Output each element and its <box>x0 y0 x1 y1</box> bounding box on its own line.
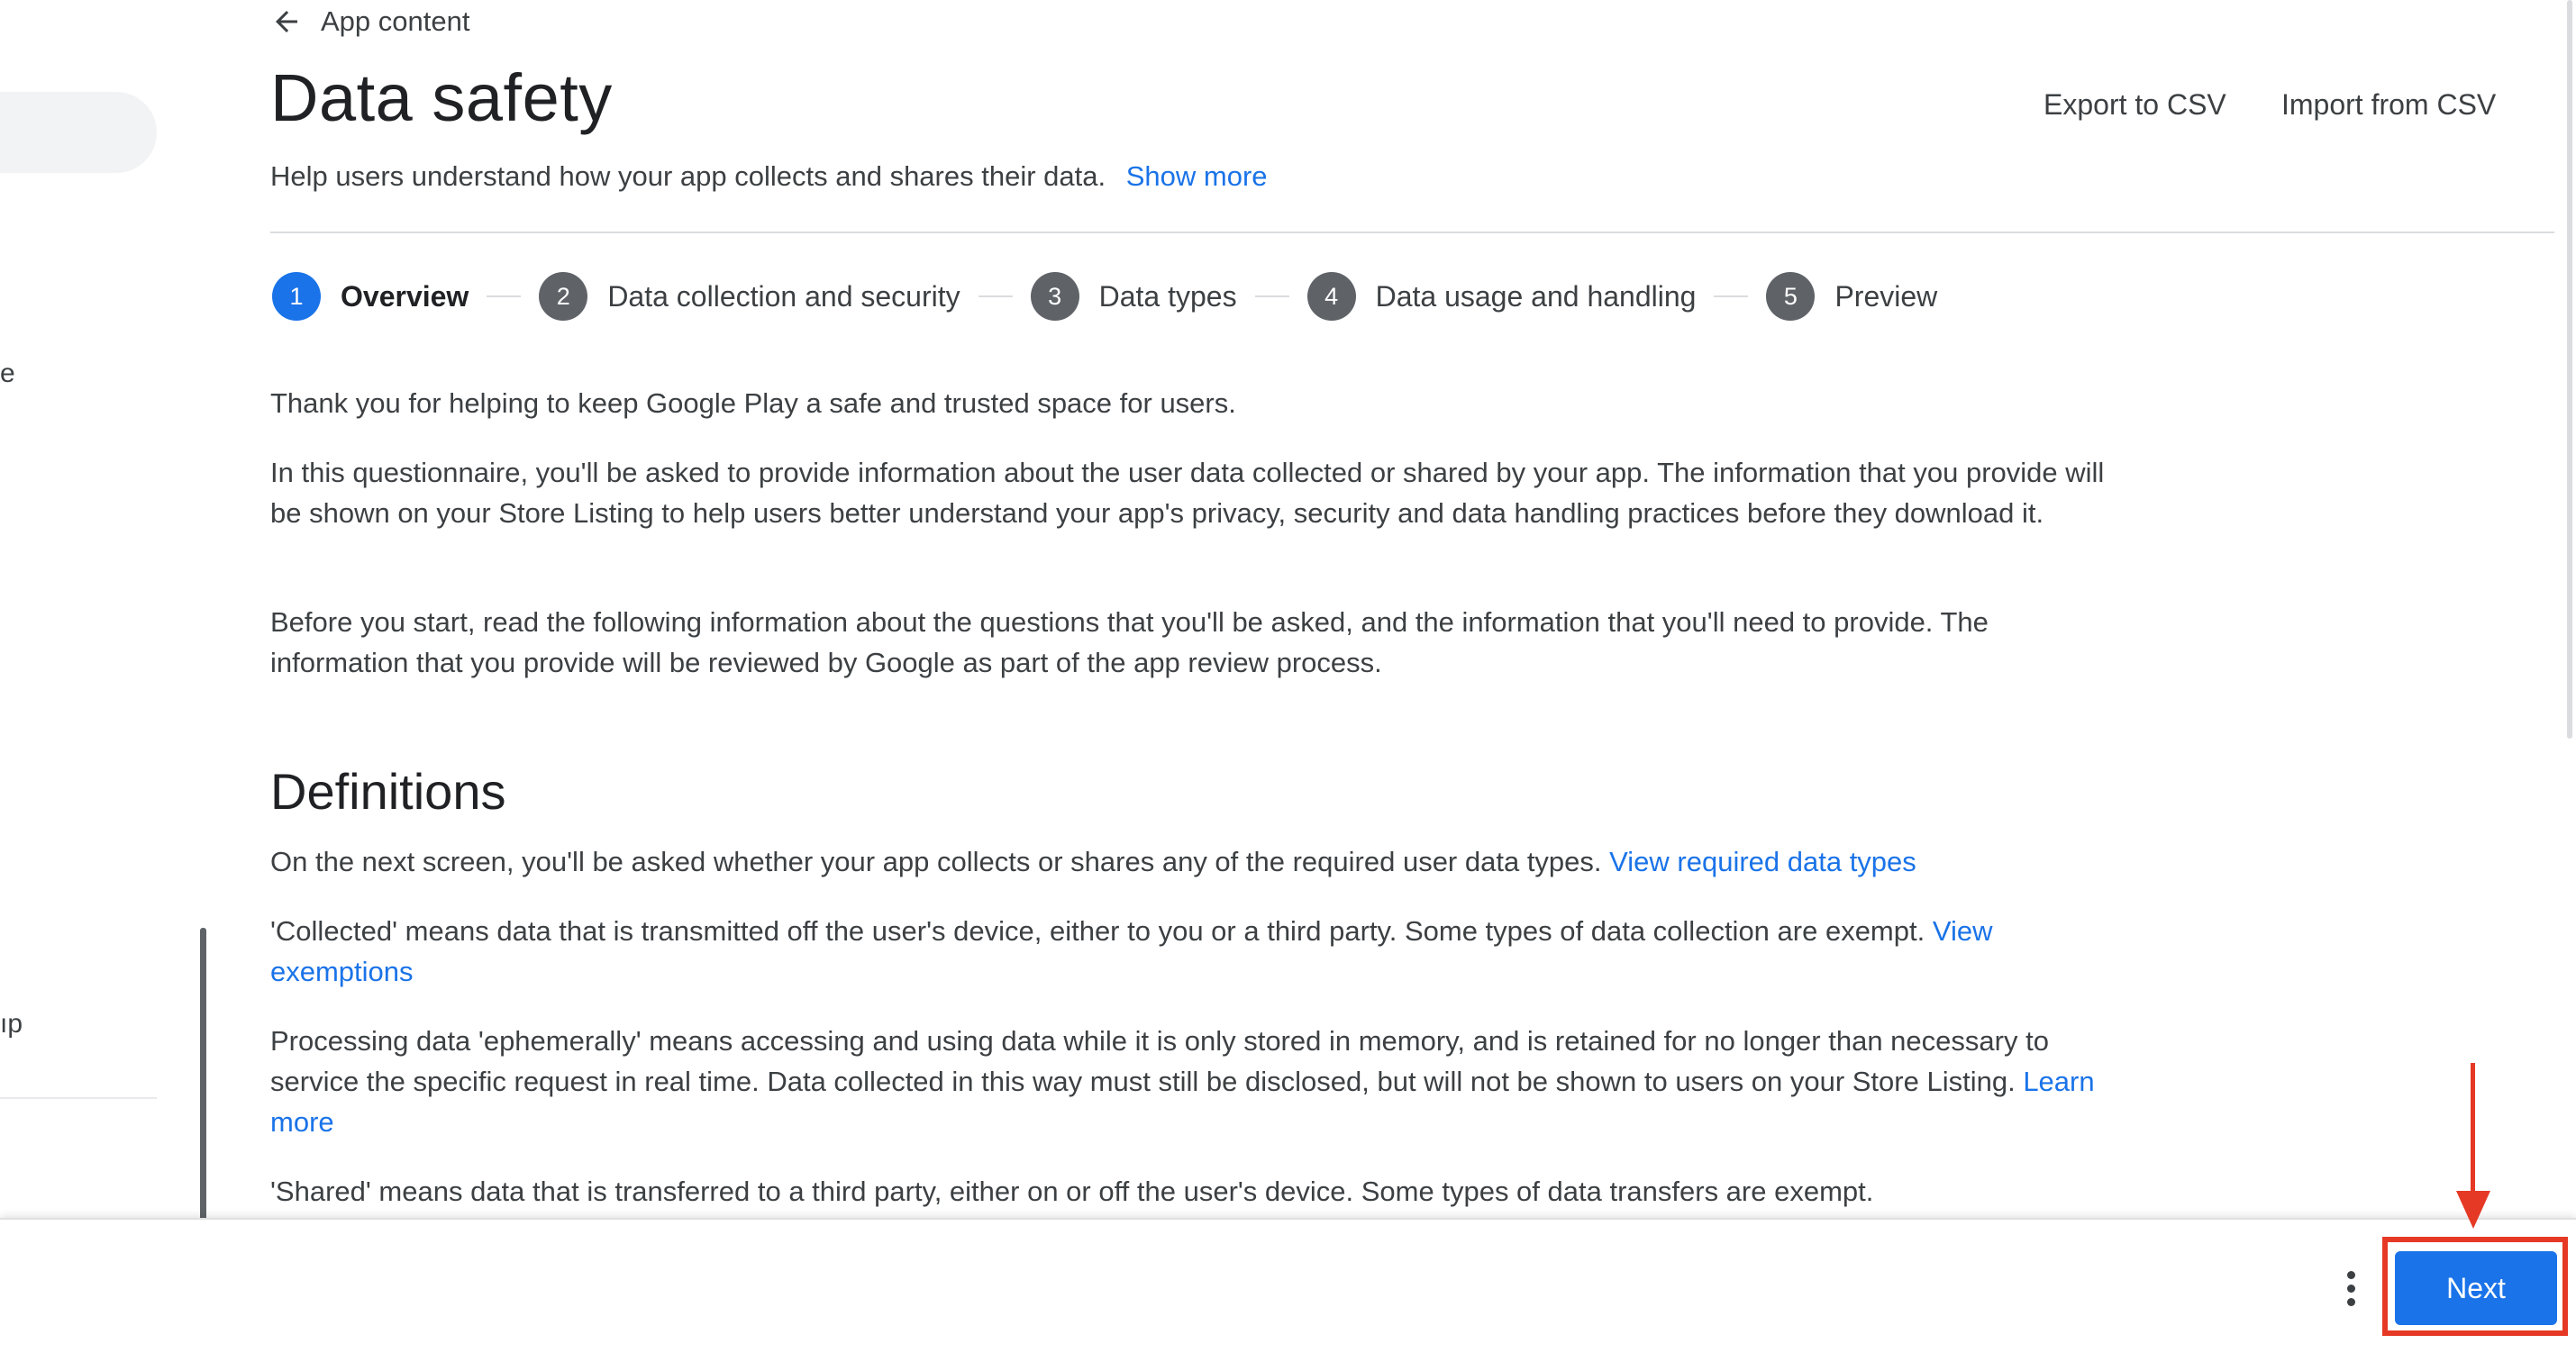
main-scrollbar[interactable] <box>2567 0 2572 739</box>
view-exemptions-link[interactable]: View exemptions <box>270 915 1993 987</box>
sidebar-scrollbar[interactable] <box>200 928 206 1225</box>
definitions-heading: Definitions <box>270 763 506 820</box>
questionnaire-paragraph: In this questionnaire, you'll be asked to provide information about the user data collected or shared by your app. The information that you provide will be shown on your Store Listing to help users better understand your app's privacy, security and data handling practices before they download it. <box>270 457 2105 529</box>
step-label: Data collection and security <box>607 279 960 313</box>
arrow-back-icon <box>270 5 303 38</box>
step-connector <box>979 295 1013 297</box>
intro-paragraph: Thank you for helping to keep Google Play a safe and trusted space for users. <box>270 387 1236 419</box>
step-data-types[interactable] <box>1031 272 1237 321</box>
dot <box>2347 1298 2355 1306</box>
definition-text: 'Collected' means data that is transmitted off the user's device, either to you or a third party. Some types of data collection are exempt. <box>270 915 1925 947</box>
step-label: Preview <box>1834 279 1938 313</box>
step-label: Data usage and handling <box>1375 279 1697 313</box>
definition-text: On the next screen, you'll be asked whether your app collects or shares any of the required user data types. <box>270 846 1602 877</box>
back-link-label: App content <box>321 5 470 37</box>
sidebar-item-fragment[interactable]: ıp <box>0 1009 23 1039</box>
definition-ephemeral <box>270 1021 2108 1142</box>
annotation-arrow-shaft <box>2471 1063 2475 1198</box>
sidebar-selected-item[interactable] <box>0 92 157 173</box>
step-number: 4 <box>1307 272 1356 321</box>
import-csv-button[interactable]: Import from CSV <box>2281 88 2497 121</box>
show-more-link[interactable]: Show more <box>1125 160 1268 192</box>
definition-shared: 'Shared' means data that is transferred to a third party, either on or off the user's device. Some types of data transfers are exempt. <box>270 1176 1874 1207</box>
page-subtitle <box>270 160 1268 193</box>
view-required-data-types-link[interactable]: View required data types <box>1609 846 1916 877</box>
step-connector <box>487 295 521 297</box>
sidebar-item-fragment[interactable]: e <box>0 359 15 388</box>
step-label: Data types <box>1098 279 1237 313</box>
step-preview[interactable] <box>1766 272 1937 321</box>
annotation-arrow-head-icon <box>2456 1191 2490 1229</box>
step-number: 2 <box>539 272 587 321</box>
step-data-usage[interactable] <box>1307 272 1697 321</box>
step-data-collection[interactable] <box>539 272 960 321</box>
step-number: 3 <box>1031 272 1079 321</box>
stepper <box>272 270 1937 322</box>
definition-collected <box>270 911 2108 992</box>
export-csv-button[interactable]: Export to CSV <box>2044 88 2226 121</box>
back-link[interactable] <box>270 5 469 38</box>
more-options-icon[interactable] <box>2337 1266 2364 1311</box>
definition-required-types <box>270 841 2108 882</box>
dot <box>2347 1285 2355 1293</box>
step-connector <box>1714 295 1748 297</box>
next-button[interactable]: Next <box>2395 1251 2557 1325</box>
header-divider <box>270 232 2554 233</box>
page-title: Data safety <box>270 60 613 135</box>
step-connector <box>1255 295 1289 297</box>
step-number: 1 <box>272 272 321 321</box>
step-overview[interactable] <box>272 272 469 321</box>
annotation-highlight-box <box>2382 1237 2568 1336</box>
learn-more-link[interactable]: Learn more <box>270 1066 2095 1138</box>
step-label: Overview <box>341 279 469 313</box>
footer-bar <box>0 1218 2576 1353</box>
step-number: 5 <box>1766 272 1815 321</box>
definition-text: Processing data 'ephemerally' means accessing and using data while it is only stored in memory, and is retained for no longer than necessary to service the specific request in real time. Data collected in this way must still be disclosed, but will not be shown to users on your Store Listing. <box>270 1025 2049 1097</box>
before-start-paragraph: Before you start, read the following information about the questions that you'll be asked, and the information that you'll need to provide. The information that you provide will be reviewed by Google as part of the app review process. <box>270 606 1989 678</box>
dot <box>2347 1271 2355 1279</box>
sidebar-divider <box>0 1097 157 1099</box>
subtitle-text: Help users understand how your app collects and shares their data. <box>270 160 1106 192</box>
